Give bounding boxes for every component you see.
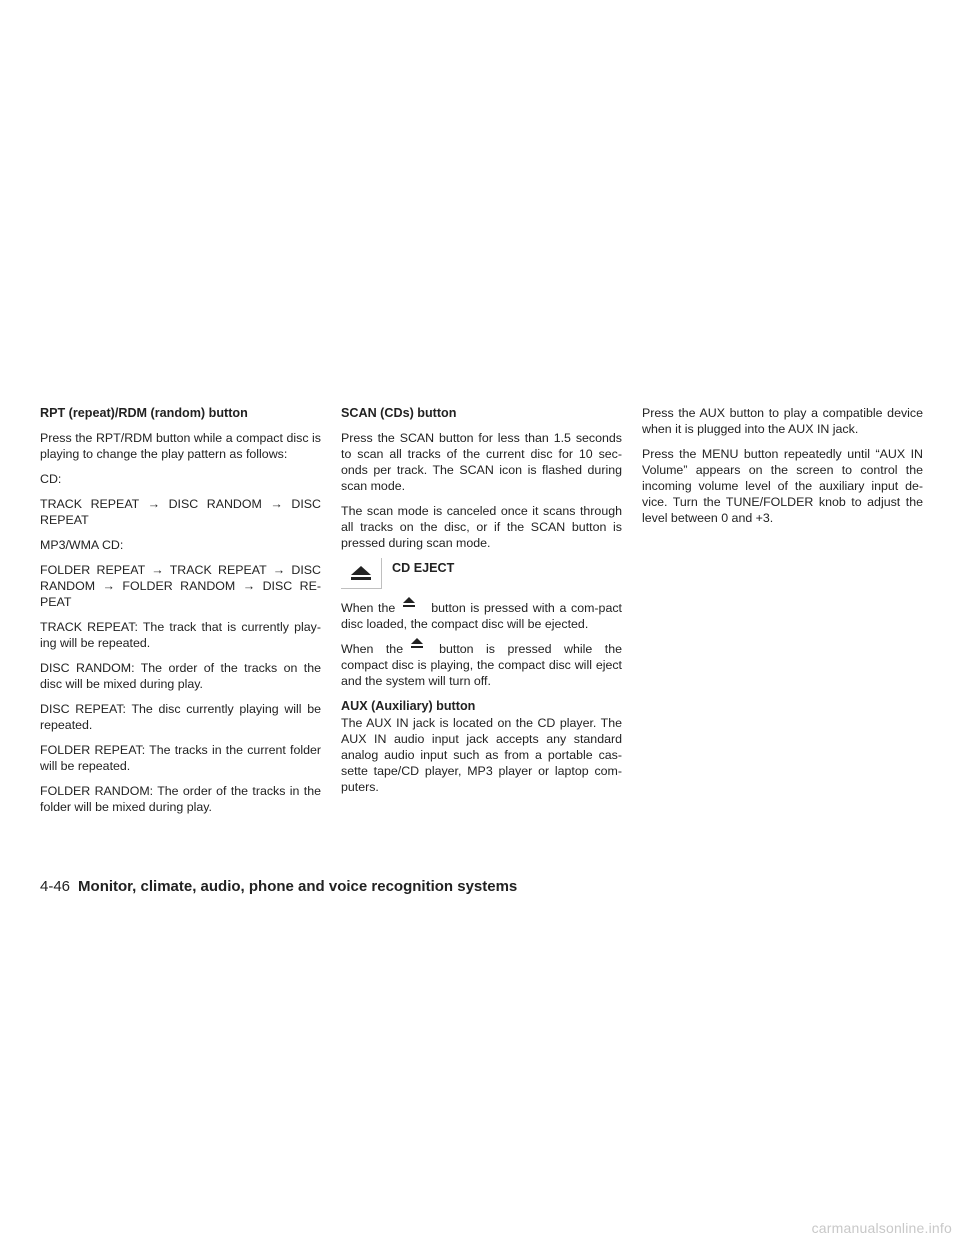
folder-repeat-desc: FOLDER REPEAT: The tracks in the current folder will be repeated. xyxy=(40,743,321,773)
aux-desc: The AUX IN jack is located on the CD player. The AUX IN audio input jack accepts any standard analog audio input such as from a portable cas-sette tape/CD player, MP3 player or laptop com-puters. xyxy=(341,716,622,794)
eject-desc-2-start: When the xyxy=(341,642,404,656)
eject-desc-2 xyxy=(341,641,622,689)
column-2 xyxy=(341,405,622,804)
mp3-pattern: FOLDER REPEAT → TRACK REPEAT → DISC RANDOM → FOLDER RANDOM → DISC RE-PEAT xyxy=(40,563,321,609)
eject-desc-1-end: button is pressed with a com-pact disc loaded, the compact disc will be ejected. xyxy=(341,601,622,631)
column-1 xyxy=(40,405,321,824)
folder-random-desc: FOLDER RANDOM: The order of the tracks in the folder will be mixed during play. xyxy=(40,784,321,814)
eject-icon xyxy=(403,641,439,655)
eject-desc-1-start: When the xyxy=(341,601,396,615)
rpt-intro: Press the RPT/RDM button while a compact disc is playing to change the play pattern as follows: xyxy=(40,431,321,461)
rpt-rdm-heading: RPT (repeat)/RDM (random) button xyxy=(40,406,248,420)
cd-eject-heading xyxy=(341,558,622,589)
cd-eject-title: CD EJECT xyxy=(392,561,455,575)
page-footer xyxy=(40,878,517,896)
cd-pattern: TRACK REPEAT → DISC RANDOM → DISC REPEAT xyxy=(40,497,321,527)
disc-random-desc: DISC RANDOM: The order of the tracks on the disc will be mixed during play. xyxy=(40,661,321,691)
page-number: 4-46 xyxy=(40,878,71,895)
track-repeat-desc: TRACK REPEAT: The track that is currently play-ing will be repeated. xyxy=(40,620,321,650)
eject-icon xyxy=(395,600,431,614)
column-3 xyxy=(642,405,923,535)
watermark: carmanualsonline.info xyxy=(811,1220,952,1236)
eject-icon xyxy=(341,558,382,589)
scan-heading: SCAN (CDs) button xyxy=(341,406,457,420)
aux-button-desc: Press the AUX button to play a compatible device when it is plugged into the AUX IN jack. xyxy=(642,406,923,436)
section-title: Monitor, climate, audio, phone and voice recognition systems xyxy=(78,878,518,895)
cd-label: CD: xyxy=(40,472,62,486)
scan-cancel-desc: The scan mode is canceled once it scans through all tracks on the disc, or if the SCAN button is pressed during scan mode. xyxy=(341,504,622,550)
aux-heading: AUX (Auxiliary) button xyxy=(341,699,476,713)
aux-volume-desc: Press the MENU button repeatedly until “AUX IN Volume” appears on the screen to control the incoming volume level of the auxiliary input de-vice. Turn the TUNE/FOLDER knob to adjust the level between 0 and +3. xyxy=(642,447,923,525)
eject-desc-1 xyxy=(341,600,622,632)
scan-desc: Press the SCAN button for less than 1.5 seconds to scan all tracks of the current disc for 10 sec-onds per track. The SCAN icon is flashed during scan mode. xyxy=(341,431,622,493)
disc-repeat-desc: DISC REPEAT: The disc currently playing will be repeated. xyxy=(40,702,321,732)
eject-desc-2-end: button is pressed while the compact disc is playing, the compact disc will eject and the system will turn off. xyxy=(341,642,622,688)
mp3-label: MP3/WMA CD: xyxy=(40,538,124,552)
